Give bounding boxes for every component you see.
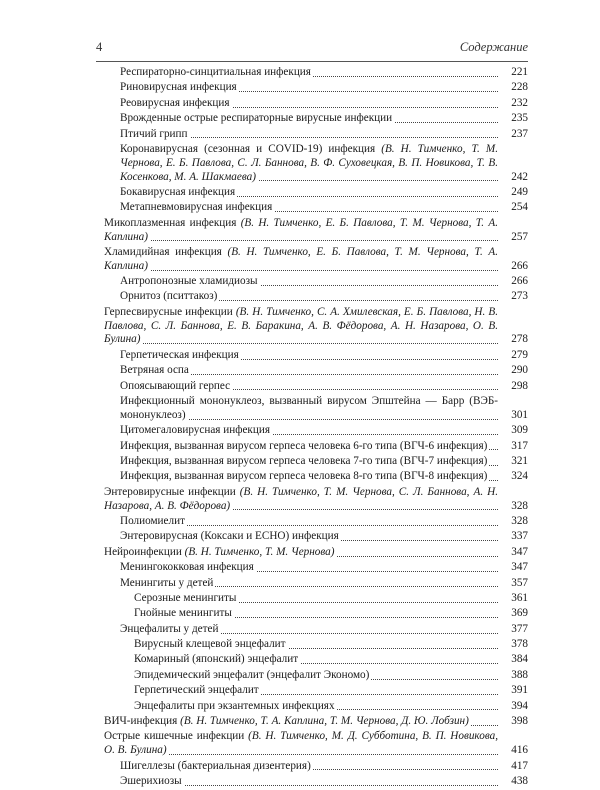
toc-entry-page: 249 (500, 186, 528, 200)
table-of-contents (104, 66, 528, 790)
toc-entry-title: Менингиты у детей (120, 576, 214, 589)
toc-entry-authors: (В. Н. Тимченко, Т. М. Чернова) (184, 545, 335, 558)
toc-entry-title: Антропонозные хламидиозы (120, 275, 258, 288)
toc-entry[interactable] (104, 395, 528, 423)
toc-entry[interactable] (104, 715, 528, 729)
toc-entry-title: Энтеровирусные инфекции (104, 485, 236, 498)
toc-entry-title: Серозные менингиты (134, 591, 237, 604)
toc-entry-page: 290 (500, 364, 528, 378)
toc-entry-title: Хламидийная инфекция (104, 245, 222, 258)
toc-entry[interactable] (104, 143, 528, 184)
toc-entry-title: Герпетический энцефалит (134, 684, 259, 697)
toc-entry[interactable] (104, 380, 528, 394)
toc-entry-page: 254 (500, 201, 528, 215)
toc-entry-page: 361 (500, 592, 528, 606)
toc-entry[interactable] (104, 81, 528, 95)
toc-entry-page: 317 (500, 440, 528, 454)
toc-entry[interactable] (104, 760, 528, 774)
toc-entry-title: Герпетическая инфекция (120, 348, 239, 361)
toc-entry[interactable] (104, 97, 528, 111)
toc-entry-page: 221 (500, 66, 528, 80)
toc-entry-page: 438 (500, 775, 528, 789)
toc-entry-page: 369 (500, 607, 528, 621)
toc-entry-title: Орнитоз (пситтакоз) (120, 290, 218, 303)
toc-entry-page: 237 (500, 128, 528, 142)
toc-entry-page: 384 (500, 653, 528, 667)
toc-entry[interactable] (104, 217, 528, 245)
toc-entry[interactable] (104, 607, 528, 621)
toc-entry[interactable] (104, 455, 528, 469)
toc-entry-page: 321 (500, 455, 528, 469)
toc-entry[interactable] (104, 561, 528, 575)
toc-entry-title: Энтеровирусная (Коксаки и ECHO) инфекция (120, 530, 339, 543)
toc-entry-title: Герпесвирусные инфекции (104, 305, 233, 318)
toc-entry[interactable] (104, 275, 528, 289)
toc-entry-page: 257 (500, 231, 528, 245)
toc-entry[interactable] (104, 349, 528, 363)
toc-entry-authors: (В. Н. Тимченко, С. А. Хмилевская, Е. Б. Павлова, Н. В. Павлова, С. Л. Баннова, Е. В. Баракина, А. В. Фёдорова, А. Н. Назарова, О. В. Булина) (104, 305, 498, 346)
toc-entry-title: Энцефалиты при экзантемных инфекциях (134, 699, 335, 712)
toc-entry-title: Инфекция, вызванная вирусом герпеса человека 6-го типа (ВГЧ-6 инфекция) (120, 439, 488, 452)
toc-entry[interactable] (104, 364, 528, 378)
toc-entry-page: 301 (500, 409, 528, 423)
toc-entry-page: 266 (500, 275, 528, 289)
toc-entry-title: Метапневмовирусная инфекция (120, 201, 273, 214)
toc-entry-page: 347 (500, 546, 528, 560)
toc-entry-title: Энцефалиты у детей (120, 622, 219, 635)
toc-entry-title: Бокавирусная инфекция (120, 185, 236, 198)
toc-entry-page: 328 (500, 515, 528, 529)
toc-entry-title: Реовирусная инфекция (120, 96, 230, 109)
toc-entry-page: 398 (500, 715, 528, 729)
toc-entry-page: 242 (500, 171, 528, 185)
toc-entry-authors: (В. Н. Тимченко, Т. М. Чернова, С. Л. Баннова, А. Н. Назарова, А. В. Фёдорова) (104, 485, 498, 512)
toc-entry[interactable] (104, 623, 528, 637)
toc-entry-title: Вирусный клещевой энцефалит (134, 638, 286, 651)
toc-entry-page: 391 (500, 684, 528, 698)
toc-entry-title: Шигеллезы (бактериальная дизентерия) (120, 759, 311, 772)
toc-entry-page: 266 (500, 260, 528, 274)
toc-entry-title: Инфекция, вызванная вирусом герпеса человека 7-го типа (ВГЧ-7 инфекция) (120, 455, 488, 467)
toc-entry[interactable] (104, 128, 528, 142)
toc-entry-authors: (В. Н. Тимченко, Т. А. Каплина, Т. М. Чернова, Д. Ю. Лобзин) (180, 715, 469, 728)
toc-entry-page: 278 (500, 333, 528, 347)
toc-entry-page: 417 (500, 760, 528, 774)
header-divider (96, 61, 528, 62)
toc-entry[interactable] (104, 246, 528, 274)
toc-entry-title: Эшерихиозы (120, 775, 182, 788)
toc-entry-authors: (В. Н. Тимченко, Е. Б. Павлова, Т. М. Чернова, Т. А. Каплина) (104, 216, 498, 243)
toc-entry[interactable] (104, 592, 528, 606)
toc-entry-title: Полиомиелит (120, 514, 185, 527)
toc-entry-page: 328 (500, 500, 528, 514)
toc-entry[interactable] (104, 306, 528, 347)
toc-entry[interactable] (104, 653, 528, 667)
toc-entry-page: 324 (500, 470, 528, 484)
toc-entry[interactable] (104, 440, 528, 454)
toc-entry-page: 298 (500, 380, 528, 394)
toc-entry[interactable] (104, 424, 528, 438)
toc-entry-title: Нейроинфекции (104, 545, 182, 558)
toc-entry-title: Эпидемический энцефалит (энцефалит Экономо) (134, 668, 370, 681)
toc-entry-page: 377 (500, 623, 528, 637)
toc-entry-page: 232 (500, 97, 528, 111)
toc-entry[interactable] (104, 775, 528, 789)
toc-entry[interactable] (104, 638, 528, 652)
toc-entry-page: 416 (500, 744, 528, 758)
toc-entry[interactable] (104, 66, 528, 80)
toc-entry-page: 309 (500, 424, 528, 438)
toc-entry-page: 228 (500, 81, 528, 95)
toc-entry-title: Комариный (японский) энцефалит (134, 653, 299, 666)
toc-entry-title: Острые кишечные инфекции (104, 730, 245, 743)
toc-entry-title: Гнойные менингиты (134, 607, 232, 620)
toc-entry-title: Опоясывающий герпес (120, 379, 231, 392)
toc-entry[interactable] (104, 186, 528, 200)
toc-entry-page: 357 (500, 577, 528, 591)
toc-entry-title: Микоплазменная инфекция (104, 216, 237, 229)
toc-entry-title: Респираторно-синцитиальная инфекция (120, 66, 311, 78)
toc-entry-title: Инфекционный мононуклеоз, вызванный вирусом Эпштейна — Барр (ВЭБ-мононуклеоз) (120, 395, 498, 421)
toc-entry-title: Птичий грипп (120, 127, 188, 140)
toc-entry[interactable] (104, 290, 528, 304)
toc-entry[interactable] (104, 112, 528, 126)
toc-entry[interactable] (104, 486, 528, 514)
toc-entry[interactable] (104, 577, 528, 591)
toc-entry[interactable] (104, 546, 528, 560)
toc-entry[interactable] (104, 530, 528, 544)
toc-entry[interactable] (104, 201, 528, 215)
toc-entry-title: Врожденные острые респираторные вирусные инфекции (120, 112, 393, 125)
toc-entry-page: 388 (500, 669, 528, 683)
toc-entry-page: 394 (500, 700, 528, 714)
toc-entry[interactable] (104, 684, 528, 698)
toc-entry-title: Риновирусная инфекция (120, 81, 237, 94)
page-number: 4 (96, 40, 103, 54)
toc-entry[interactable] (104, 515, 528, 529)
toc-entry-page: 378 (500, 638, 528, 652)
toc-entry-title: ВИЧ-инфекция (104, 715, 178, 728)
toc-entry[interactable] (104, 470, 528, 484)
toc-entry-authors: (В. Н. Тимченко, Т. М. Чернова, Е. Б. Павлова, С. Л. Баннова, В. Ф. Суховецкая, В. П. Новикова, Т. В. Косенкова, М. А. Шакмаева) (120, 142, 498, 183)
toc-entry[interactable] (104, 730, 528, 758)
running-header (96, 40, 528, 60)
toc-entry-title: Ветряная оспа (120, 364, 189, 377)
toc-entry-page: 279 (500, 349, 528, 363)
toc-entry[interactable] (104, 700, 528, 714)
section-title: Содержание (459, 40, 528, 54)
toc-entry-page: 347 (500, 561, 528, 575)
toc-entry-authors: (В. Н. Тимченко, М. Д. Субботина, В. П. Новикова, О. В. Булина) (104, 730, 498, 757)
toc-entry-authors: (В. Н. Тимченко, Е. Б. Павлова, Т. М. Чернова, Т. А. Каплина) (104, 245, 499, 272)
toc-entry-title: Коронавирусная (сезонная и COVID-19) инфекция (120, 142, 376, 155)
toc-entry-page: 337 (500, 530, 528, 544)
toc-entry-title: Цитомегаловирусная инфекция (120, 424, 270, 437)
toc-entry-page: 273 (500, 290, 528, 304)
toc-entry-title: Инфекция, вызванная вирусом герпеса человека 8-го типа (ВГЧ-8 инфекция) (120, 470, 488, 483)
toc-entry[interactable] (104, 669, 528, 683)
toc-entry-page: 235 (500, 112, 528, 126)
toc-entry-title: Менингококковая инфекция (120, 561, 254, 574)
